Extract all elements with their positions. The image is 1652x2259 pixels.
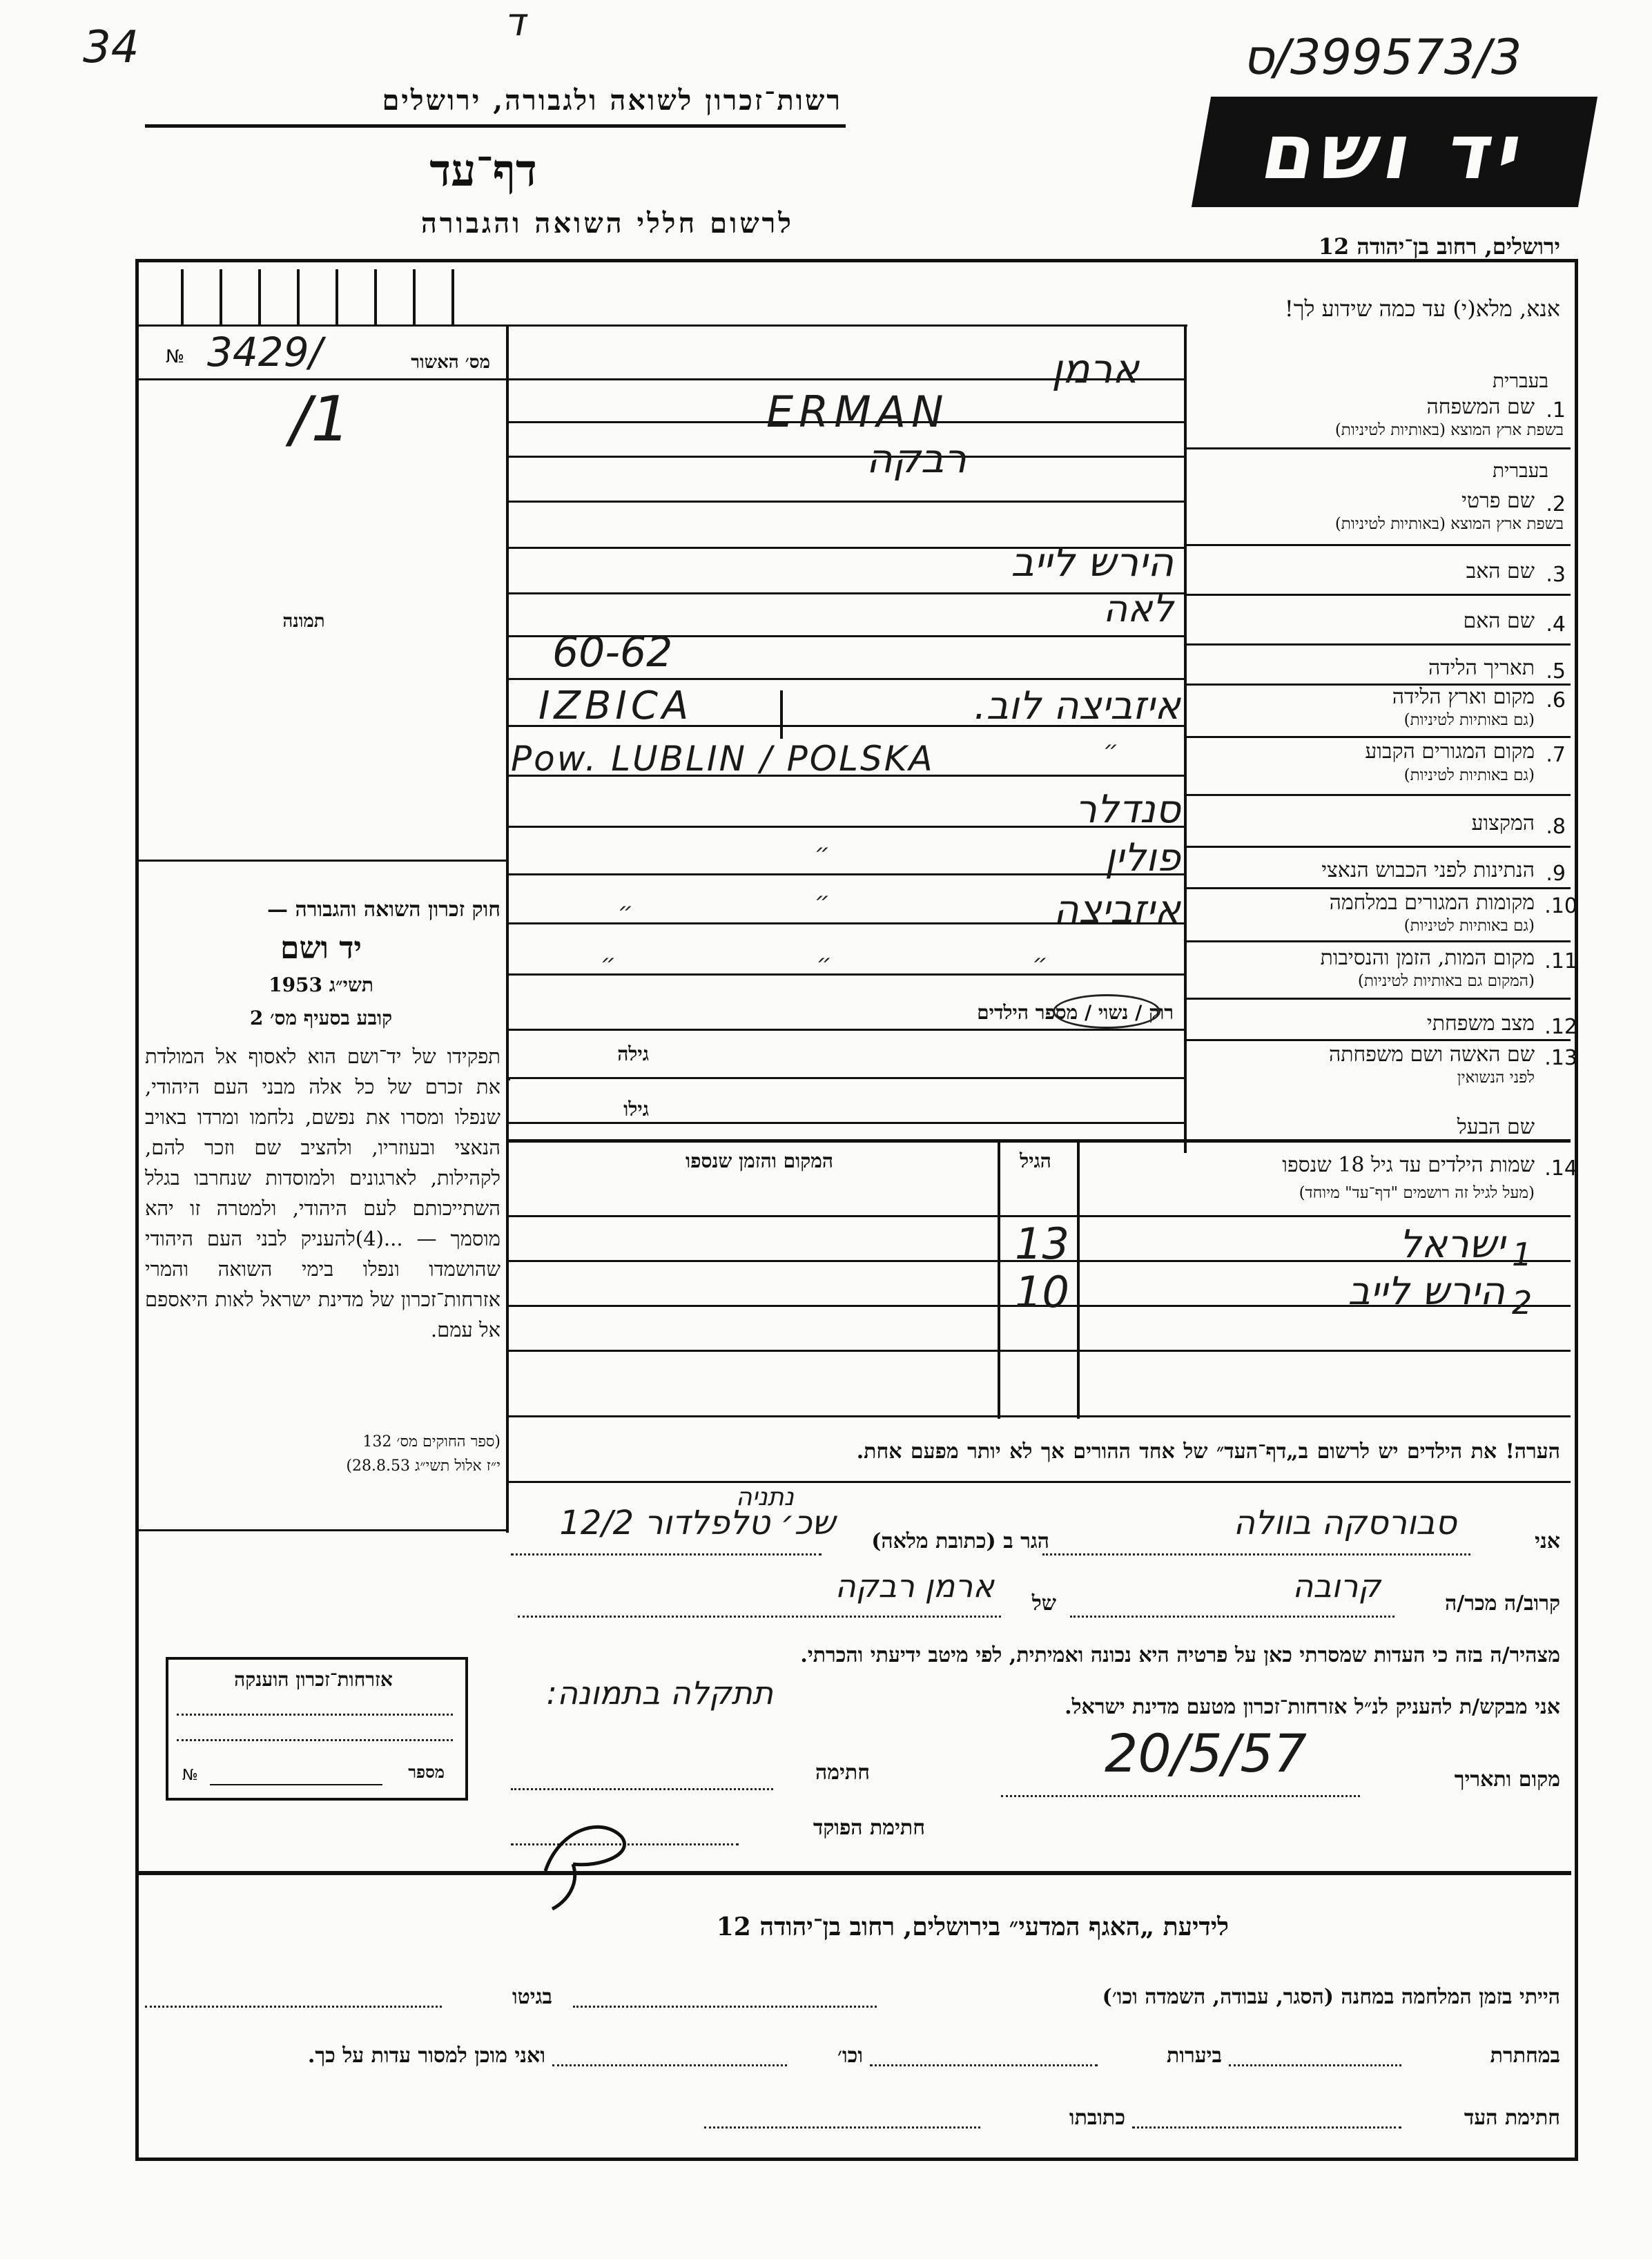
field-1-in-hebrew: בעברית xyxy=(1492,369,1548,392)
footer-line3-a: חתימת העד xyxy=(1464,2106,1560,2130)
footer-line1-dots-2 xyxy=(145,2006,442,2008)
footer-line2-dots-3 xyxy=(552,2064,787,2066)
field-8-num: 8. xyxy=(1546,815,1566,839)
wartime-residence[interactable]: איזביצה xyxy=(1053,887,1180,932)
wife-age-label: גילה xyxy=(617,1043,649,1065)
authority-underline xyxy=(145,124,846,128)
field-13-sub: לפני הנשואין xyxy=(1457,1069,1535,1087)
wartime-ditto-2: ״ xyxy=(618,898,633,925)
decl-request: אני מבקש/ת להעניק לנ״ל אזרחות־זכרון מטעם מדינת ישראל. xyxy=(1065,1695,1560,1719)
field-6-label: מקום וארץ הלידה xyxy=(1392,685,1535,709)
decl-of-value[interactable]: ארמן רבקה xyxy=(835,1567,994,1604)
photo-area-bottom xyxy=(138,860,507,862)
child-2-age[interactable]: 10 xyxy=(1015,1267,1069,1317)
footer-line3-b: כתובתו xyxy=(1069,2106,1125,2130)
field-6-num: 6. xyxy=(1546,688,1566,712)
decl-of-label: של xyxy=(1031,1591,1056,1616)
residence-ditto: ״ xyxy=(1103,736,1118,764)
law-body: תפקידו של יד־ושם הוא לאסוף אל המולדת את זכרם של כל אלה מבני העם היהודי, שנפלו ומסרו את נפשם, נלחמו ומרדו באויב הנאצי ובעוזריו, ולהציב שם וזכר להם, לקהילות, לארגונים ולמוסדות שנחרבו בגלל השתייכותם לעם היהודי, ולמטרה זו יהא מוסמך — ...(4)להעניק לבני העם היהודי שהושמדו ונפלו בימי השואה והמרי אזרחות־זכרון של מדינת ישראל לאות היאספם אל עמם. xyxy=(145,1045,501,1341)
field-12-line xyxy=(1184,1039,1571,1041)
marital-status-options: רוק / נשוי / מספר הילדים xyxy=(977,1001,1174,1024)
field-2-sub: בשפת ארץ המוצא (באותיות לטיניות) xyxy=(1334,515,1564,533)
children-col-divider-2 xyxy=(1077,1139,1080,1419)
field-4-label: שם האם xyxy=(1463,609,1535,633)
field-1-line xyxy=(1184,447,1571,449)
birth-place-latin[interactable]: IZBICA xyxy=(538,683,693,728)
decl-relative-label: קרוב/ה מכר/ה xyxy=(1445,1591,1560,1616)
field-1-label: שם המשפחה xyxy=(1426,395,1535,419)
field-7-line xyxy=(1184,794,1571,796)
field-12-label: מצב משפחתי xyxy=(1426,1011,1535,1036)
husband-name-label: שם הבעל xyxy=(1457,1115,1535,1139)
field-2-label: שם פרטי xyxy=(1461,489,1535,513)
authority-name: רשות־זכרון לשואה ולגבורה, ירושלים xyxy=(382,84,842,117)
approval-number-label: מס׳ האשור xyxy=(411,352,490,373)
field-13-label: שם האשה ושם משפחתה xyxy=(1328,1043,1535,1067)
field-10-num: 10. xyxy=(1544,894,1577,918)
value-line-13 xyxy=(507,1077,1184,1079)
children-header-line xyxy=(507,1215,1571,1217)
field-7-num: 7. xyxy=(1546,743,1566,767)
field-11-num: 11. xyxy=(1544,949,1577,973)
form-title: דף־עד xyxy=(429,145,537,197)
decl-place-date-label: מקום ותאריך xyxy=(1454,1767,1560,1792)
field-6-line xyxy=(1184,736,1571,738)
field-2-in-hebrew: בעברית xyxy=(1492,459,1548,482)
field-12-num: 12. xyxy=(1544,1015,1577,1039)
field-7-label: מקום המגורים הקבוע xyxy=(1365,739,1535,764)
field-11-sub: (המקום גם באותיות לטיניות) xyxy=(1357,972,1535,990)
citizenship-box xyxy=(166,1657,468,1801)
decl-relative-dots xyxy=(1070,1616,1395,1618)
corner-scribble: ד xyxy=(504,0,525,45)
footer-line3-dots-2 xyxy=(704,2126,980,2129)
law-year: תשי״ג 1953 xyxy=(269,973,373,996)
birth-place-divider xyxy=(780,690,783,739)
child-1-name[interactable]: ישראל xyxy=(1399,1222,1505,1267)
field-1-sub: בשפת ארץ המוצא (באותיות לטיניות) xyxy=(1334,421,1564,439)
child-2-index: 2 xyxy=(1512,1284,1533,1321)
family-name-hebrew[interactable]: ארמן xyxy=(1051,345,1139,392)
archive-code: 399573/3/ס xyxy=(1243,29,1522,86)
wartime-ditto-1: ״ xyxy=(815,887,830,915)
value-line-husband xyxy=(507,1122,1184,1124)
field-11-line xyxy=(1184,998,1571,1000)
decl-relative-value[interactable]: קרובה xyxy=(1292,1567,1381,1604)
field-6-sub: (גם באותיות לטיניות) xyxy=(1403,711,1535,729)
children-col-age: הגיל xyxy=(1020,1150,1051,1172)
field-13-num: 13. xyxy=(1544,1046,1577,1070)
decl-address-above: נתניה xyxy=(735,1483,794,1511)
children-subtitle: (מעל לגיל זה רושמים "דף־עד" מיוחד) xyxy=(1299,1184,1535,1202)
field-11-label: מקום המות, הזמן והנסיבות xyxy=(1320,946,1535,970)
law-title: חוק זכרון השואה והגבורה — xyxy=(267,898,501,922)
decl-request-value[interactable]: תתקלה בתמונה: xyxy=(546,1674,773,1712)
footer-line2-d: ואני מוכן למסור עדות על כך. xyxy=(307,2044,545,2068)
field-9-num: 9. xyxy=(1546,862,1566,886)
form-subtitle: לרשום חללי השואה והגבורה xyxy=(420,207,794,240)
children-row-4-line xyxy=(507,1415,1571,1417)
officer-signature xyxy=(518,1788,656,1912)
address: ירושלים, רחוב בן־יהודה 12 xyxy=(1318,233,1560,260)
death-place-ditto[interactable]: ״ ״ ״ xyxy=(601,949,1048,977)
field-10-label: מקומות המגורים במלחמה xyxy=(1329,891,1535,915)
law-box-bottom xyxy=(138,1529,507,1531)
field-2-line xyxy=(1184,544,1571,546)
citizenship[interactable]: פולין xyxy=(1105,835,1180,880)
field-3-line xyxy=(1184,594,1571,596)
law-source: (ספר החוקים מס׳ 132 xyxy=(362,1433,501,1451)
yad-vashem-logo xyxy=(1192,97,1597,207)
instruction-text: אנא, מלא(י) עד כמה שידוע לך! xyxy=(1284,295,1560,322)
field-7-sub: (גם באותיות לטיניות) xyxy=(1403,766,1535,784)
value-line-5 xyxy=(507,678,1184,680)
mother-name[interactable]: לאה xyxy=(1102,587,1174,630)
law-clause: קובע בסעיף מס׳ 2 xyxy=(249,1007,393,1029)
decl-i-dots xyxy=(1042,1553,1470,1555)
father-name[interactable]: הירש לייב xyxy=(1011,539,1174,585)
residence-latin[interactable]: Pow. LUBLIN / POLSKA xyxy=(511,739,935,779)
decl-place-date-dots xyxy=(1001,1795,1360,1797)
children-col-divider-1 xyxy=(998,1139,1000,1419)
citizenship-dots-1 xyxy=(177,1714,453,1716)
decl-place-date-value[interactable]: 20/5/57 xyxy=(1105,1723,1307,1784)
field-4-num: 4. xyxy=(1546,612,1566,637)
child-1-index: 1 xyxy=(1512,1236,1533,1273)
field-10-sub: (גם באותיות לטיניות) xyxy=(1403,917,1535,935)
decl-address-dots xyxy=(511,1553,822,1555)
field-2-num: 2. xyxy=(1546,492,1566,516)
birth-date[interactable]: 60-62 xyxy=(552,628,673,677)
decl-officer-label: חתימת הפוקד xyxy=(813,1816,925,1840)
value-line-12 xyxy=(507,1029,1184,1031)
field-3-label: שם האב xyxy=(1466,559,1535,583)
approval-line xyxy=(138,378,507,380)
decl-of-dots xyxy=(518,1616,1001,1618)
family-name-latin[interactable]: ERMAN xyxy=(766,387,949,437)
field-5-label: תאריך הלידה xyxy=(1428,656,1535,680)
law-date: י״ז אלול תשי״ג 28.8.53) xyxy=(346,1457,501,1475)
child-2-name[interactable]: הירש לייב xyxy=(1348,1269,1505,1314)
citizenship-no-label: № xyxy=(182,1767,198,1784)
citizenship-dots-2 xyxy=(177,1739,453,1741)
children-row-3-line xyxy=(507,1350,1571,1352)
decl-text: מצהיר/ה בזה כי העדות שמסרתי כאן על פרטיה היא נכונה ואמיתית, לפי מיטב ידיעתי והכרתי. xyxy=(800,1643,1560,1667)
decl-i-value[interactable]: סבורסקה בוולה xyxy=(1233,1504,1457,1542)
decl-resides-label: הגר ב (כתובת מלאה) xyxy=(871,1529,1049,1553)
approval-sub-number[interactable]: /1 xyxy=(290,383,351,456)
marital-status-circle[interactable] xyxy=(1053,994,1160,1029)
birth-place-hebrew[interactable]: איזביצה לוב. xyxy=(973,683,1180,728)
logo-text: יד ושם xyxy=(1255,108,1534,196)
field-8-label: המקצוע xyxy=(1471,811,1535,835)
field-4-line xyxy=(1184,643,1571,646)
footer-line2-b: ביערות xyxy=(1166,2044,1222,2068)
field-8-line xyxy=(1184,846,1571,848)
citizenship-number-label: מספר xyxy=(408,1762,445,1782)
footer-line3-dots-1 xyxy=(1132,2126,1401,2129)
field-5-num: 5. xyxy=(1546,659,1566,683)
first-name-hebrew[interactable]: רבקה xyxy=(866,435,966,482)
footer-line2-c: וכו׳ xyxy=(837,2044,863,2068)
field-1-num: 1. xyxy=(1546,398,1566,423)
footer-line1-b: בגיטו xyxy=(512,1985,552,2009)
citizenship-ditto: ״ xyxy=(815,839,830,866)
children-num: 14. xyxy=(1544,1156,1577,1181)
occupation[interactable]: סנדלר xyxy=(1075,787,1180,832)
footer-line2-a: במחתרת xyxy=(1490,2044,1560,2068)
page-number-mark: 34 xyxy=(83,22,139,73)
decl-address-value[interactable]: שכ׳ טלפלדור 12/2 xyxy=(559,1504,835,1542)
photo-label: תמונה xyxy=(282,611,325,632)
field-9-label: הנתינות לפני הכבוש הנאצי xyxy=(1321,858,1535,882)
decl-signature-label: חתימה xyxy=(815,1761,870,1785)
children-title: שמות הילדים עד גיל 18 שנספו xyxy=(1282,1153,1535,1177)
field-3-num: 3. xyxy=(1546,563,1566,587)
citizenship-number-line xyxy=(210,1784,382,1785)
children-col-place: המקום והזמן שנספו xyxy=(686,1150,833,1172)
law-name: יד ושם xyxy=(280,931,362,966)
field-10-line xyxy=(1184,940,1571,942)
children-note: הערה! את הילדים יש לרשום ב„דף־העד״ של אחד ההורים אך לא יותר מפעם אחת. xyxy=(856,1439,1560,1464)
approval-no-label: № xyxy=(166,347,185,367)
decl-i-label: אני xyxy=(1535,1529,1560,1553)
husband-age-label: גילו xyxy=(623,1098,649,1121)
citizenship-title: אזרחות־זכרון הוענקה xyxy=(234,1668,393,1691)
footer-line1-dots-1 xyxy=(573,2006,877,2008)
footer-title: לידיעת „האגף המדעי״ בירושלים, רחוב בן־יהודה 12 xyxy=(716,1912,1229,1941)
footer-line2-dots-2 xyxy=(870,2064,1098,2066)
footer-divider xyxy=(138,1871,1571,1875)
approval-number[interactable]: 3429/ xyxy=(207,329,323,376)
value-line-2b xyxy=(507,501,1184,503)
footer-line2-dots-1 xyxy=(1229,2064,1401,2066)
field-9-line xyxy=(1184,887,1571,889)
children-table-top xyxy=(507,1139,1571,1143)
footer-line1-a: הייתי בזמן המלחמה במחנה (הסגר, עבודה, השמדה וכו׳) xyxy=(1102,1985,1560,2009)
wife-age-divider xyxy=(507,1077,510,1080)
child-1-age[interactable]: 13 xyxy=(1015,1219,1069,1269)
